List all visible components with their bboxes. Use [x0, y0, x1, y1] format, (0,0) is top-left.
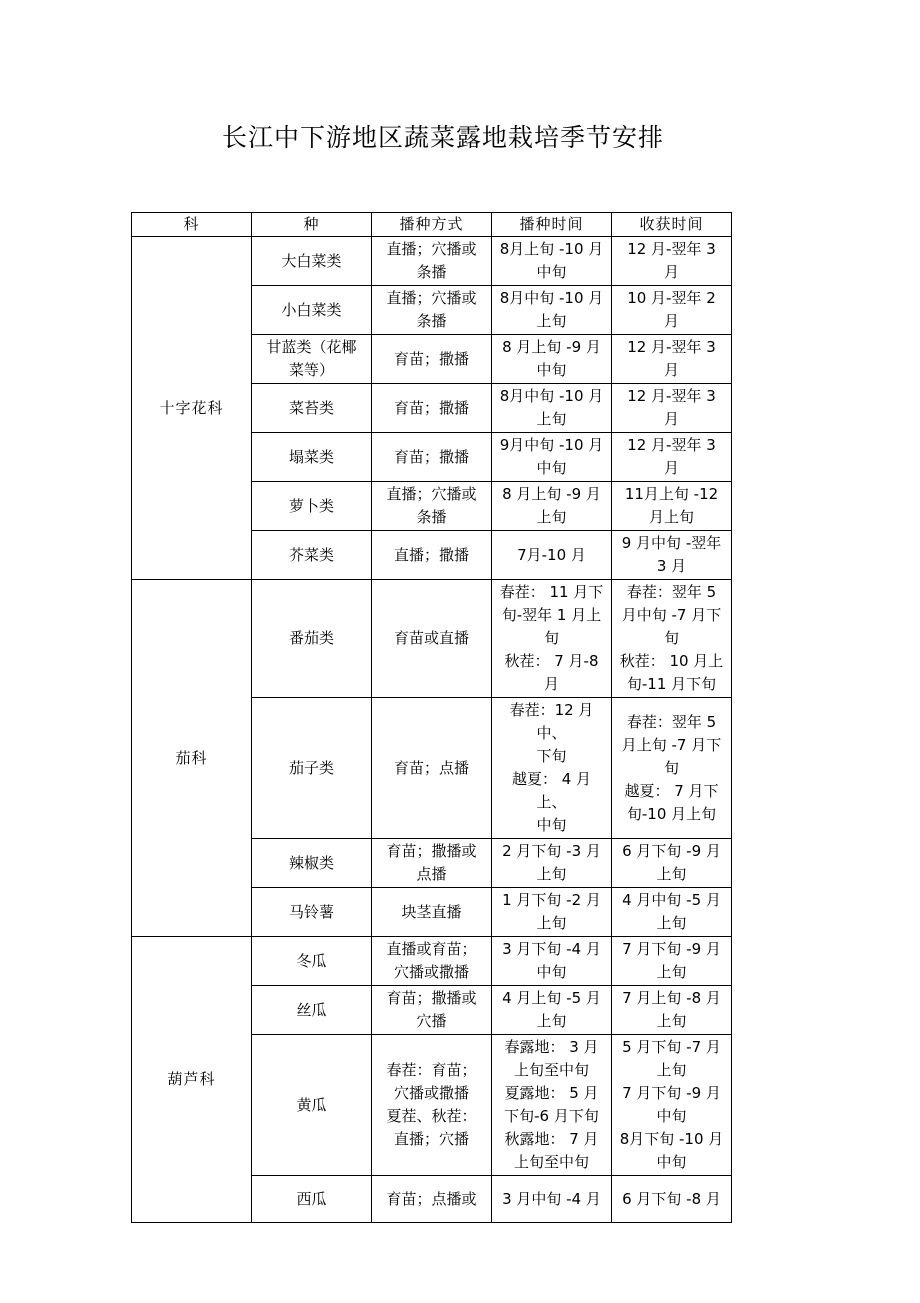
cell-line: 育苗或直播	[393, 629, 469, 647]
cell-line: 块茎直播	[401, 902, 462, 921]
cell-line: 菜等）	[288, 361, 334, 379]
method-cell	[372, 286, 492, 335]
cell-line: 直播或育苗；	[386, 940, 477, 958]
cell-line: 育苗；撒播	[393, 349, 469, 368]
cell-line: 7 月下旬 -9 月	[622, 940, 721, 958]
cell-line: 1 月下旬 -2 月	[502, 891, 601, 909]
method-cell	[372, 531, 492, 580]
cell-line: 8 月上旬 -9 月	[502, 485, 601, 503]
species-cell	[252, 1035, 372, 1176]
cell-line: 5 月下旬 -7 月	[622, 1038, 721, 1056]
cell-line: 12 月-翌年 3	[627, 387, 716, 405]
cell-line: 上旬	[656, 963, 687, 981]
species-cell	[252, 286, 372, 335]
sow-time-cell	[492, 1035, 612, 1176]
cell-line: 7 月上旬 -8 月	[622, 989, 721, 1007]
cell-line: 辣椒类	[288, 853, 334, 872]
cell-line: 条播	[416, 312, 447, 330]
cell-line: 下旬-6 月下旬	[504, 1107, 599, 1125]
method-cell	[372, 888, 492, 937]
cell-line: 旬	[663, 758, 679, 777]
cell-line: 穴播或撒播	[393, 1084, 469, 1102]
cell-line: 8月中旬 -10 月	[499, 387, 604, 405]
cell-line: 旬	[543, 629, 559, 647]
cell-line: 菜苔类	[288, 398, 334, 417]
cell-line: 夏茬、秋茬：	[386, 1107, 477, 1125]
family-cell: 茄科	[132, 580, 252, 937]
cell-line: 旬-翌年 1 月上	[501, 606, 602, 624]
cell-line: 月	[663, 312, 679, 330]
cell-line: 旬	[663, 629, 679, 647]
species-cell	[252, 986, 372, 1035]
family-cell: 葫芦科	[132, 937, 252, 1223]
cell-line: 旬-11 月下旬	[626, 675, 717, 693]
cell-line: 上旬	[536, 914, 567, 932]
sow-time-cell	[492, 986, 612, 1035]
cell-line: 上旬	[656, 1061, 687, 1079]
cell-line: 12 月-翌年 3	[627, 436, 716, 454]
cell-line: 春茬：翌年 5	[626, 583, 717, 601]
method-cell	[372, 580, 492, 698]
sow-time-cell	[492, 335, 612, 384]
cell-line: 秋露地： 7 月	[504, 1130, 599, 1148]
cell-line: 中旬	[536, 263, 567, 281]
species-cell	[252, 531, 372, 580]
cell-line: 月	[663, 459, 679, 477]
sow-time-cell	[492, 937, 612, 986]
cell-line: 芥菜类	[288, 545, 334, 564]
cell-line: 直播；穴播或	[386, 485, 477, 503]
species-cell	[252, 937, 372, 986]
cell-line: 7月-10 月	[517, 545, 586, 564]
cell-line: 上旬至中旬	[513, 1061, 589, 1079]
cell-line: 春茬：翌年 5	[626, 712, 717, 731]
cell-line: 中旬	[656, 1107, 687, 1125]
cell-line: 3 月中旬 -4 月	[502, 1189, 601, 1208]
method-cell	[372, 384, 492, 433]
cell-line: 中旬	[536, 963, 567, 981]
header-row	[132, 213, 732, 237]
species-cell	[252, 698, 372, 839]
cell-line: 月上旬 -7 月下	[621, 735, 722, 754]
cell-line: 下旬	[536, 747, 567, 765]
harvest-time-cell	[612, 531, 732, 580]
table-row	[132, 237, 732, 286]
method-cell	[372, 698, 492, 839]
cell-line: 番茄类	[288, 629, 334, 647]
cell-line: 月中旬 -7 月下	[621, 606, 722, 624]
cell-line: 大白菜类	[281, 251, 342, 270]
cell-line: 上旬	[536, 1012, 567, 1030]
cell-line: 月	[663, 263, 679, 281]
cell-line: 黄瓜	[296, 1095, 327, 1114]
cell-line: 2 月下旬 -3 月	[502, 842, 601, 860]
cell-line: 7 月下旬 -9 月	[622, 1084, 721, 1102]
species-cell	[252, 1176, 372, 1223]
cell-line: 直播；穴播或	[386, 240, 477, 258]
species-cell	[252, 839, 372, 888]
cell-line: 丝瓜	[296, 1000, 327, 1019]
cell-line: 茄子类	[288, 758, 334, 777]
sow-time-cell	[492, 1176, 612, 1223]
harvest-time-cell	[612, 839, 732, 888]
cell-line: 中旬	[656, 1153, 687, 1171]
method-cell	[372, 839, 492, 888]
cell-line: 春茬：12 月中、	[509, 701, 594, 742]
cell-line: 8月上旬 -10 月	[499, 240, 604, 258]
cell-line: 育苗；撒播	[393, 398, 469, 417]
sow-time-cell	[492, 888, 612, 937]
cell-line: 月上旬	[648, 508, 694, 526]
species-cell	[252, 237, 372, 286]
cell-line: 上旬	[536, 312, 567, 330]
cell-line: 小白菜类	[281, 300, 342, 319]
cell-line: 直播；穴播	[393, 1130, 469, 1148]
cell-line: 12 月-翌年 3	[627, 240, 716, 258]
sow-time-cell	[492, 580, 612, 698]
header-species: 种	[252, 213, 372, 237]
cell-line: 上旬	[656, 1012, 687, 1030]
sow-time-cell	[492, 839, 612, 888]
cell-line: 条播	[416, 508, 447, 526]
cell-line: 塌菜类	[288, 447, 334, 466]
harvest-time-cell	[612, 1176, 732, 1223]
cell-line: 春茬： 11 月下	[499, 583, 604, 601]
species-cell	[252, 888, 372, 937]
cell-line: 8月下旬 -10 月	[619, 1130, 724, 1148]
header-sow-time: 播种时间	[492, 213, 612, 237]
method-cell	[372, 986, 492, 1035]
cell-line: 9月中旬 -10 月	[499, 436, 604, 454]
cell-line: 上旬	[536, 508, 567, 526]
harvest-time-cell	[612, 937, 732, 986]
sow-time-cell	[492, 433, 612, 482]
header-harvest-time: 收获时间	[612, 213, 732, 237]
sow-time-cell	[492, 237, 612, 286]
harvest-time-cell	[612, 482, 732, 531]
sow-time-cell	[492, 698, 612, 839]
cell-line: 4 月中旬 -5 月	[622, 891, 721, 909]
table-body	[132, 237, 732, 1223]
cell-line: 甘蓝类（花椰	[266, 338, 357, 356]
harvest-time-cell	[612, 384, 732, 433]
cell-line: 上旬	[656, 914, 687, 932]
cell-line: 6 月下旬 -9 月	[622, 842, 721, 860]
cell-line: 4 月上旬 -5 月	[502, 989, 601, 1007]
species-cell	[252, 433, 372, 482]
cell-line: 月	[663, 361, 679, 379]
cell-line: 9 月中旬 -翌年	[621, 534, 722, 552]
cell-line: 秋茬： 7 月-8	[504, 652, 599, 670]
species-cell	[252, 482, 372, 531]
cell-line: 西瓜	[296, 1189, 327, 1208]
cell-line: 月	[663, 410, 679, 428]
harvest-time-cell	[612, 335, 732, 384]
cell-line: 6 月下旬 -8 月	[622, 1189, 721, 1208]
sow-time-cell	[492, 482, 612, 531]
cell-line: 萝卜类	[288, 496, 334, 515]
cell-line: 育苗；撒播或	[386, 842, 477, 860]
harvest-time-cell	[612, 286, 732, 335]
species-cell	[252, 384, 372, 433]
method-cell	[372, 1035, 492, 1176]
table-row	[132, 580, 732, 698]
cell-line: 3 月	[656, 557, 687, 575]
harvest-time-cell	[612, 580, 732, 698]
cell-line: 上旬至中旬	[513, 1153, 589, 1171]
cell-line: 夏露地： 5 月	[504, 1084, 599, 1102]
cell-line: 10 月-翌年 2	[627, 289, 716, 307]
species-cell	[252, 580, 372, 698]
cell-line: 穴播或撒播	[393, 963, 469, 981]
cell-line: 上旬	[536, 410, 567, 428]
cell-line: 秋茬： 10 月上	[619, 652, 724, 670]
cell-line: 点播	[416, 865, 447, 883]
table-row	[132, 937, 732, 986]
cell-line: 穴播	[416, 1012, 447, 1030]
cell-line: 11月上旬 -12	[624, 485, 719, 503]
header-family: 科	[132, 213, 252, 237]
cell-line: 条播	[416, 263, 447, 281]
cell-line: 中旬	[536, 361, 567, 379]
cell-line: 上旬	[536, 865, 567, 883]
method-cell	[372, 1176, 492, 1223]
sow-time-cell	[492, 531, 612, 580]
harvest-time-cell	[612, 986, 732, 1035]
method-cell	[372, 335, 492, 384]
cell-line: 中旬	[536, 459, 567, 477]
family-cell: 十字花科	[132, 237, 252, 580]
cell-line: 育苗；撒播	[393, 447, 469, 466]
page-title: 长江中下游地区蔬菜露地栽培季节安排	[221, 123, 664, 152]
method-cell	[372, 482, 492, 531]
species-cell	[252, 335, 372, 384]
method-cell	[372, 433, 492, 482]
harvest-time-cell	[612, 433, 732, 482]
sow-time-cell	[492, 286, 612, 335]
cell-line: 马铃薯	[288, 902, 334, 921]
harvest-time-cell	[612, 698, 732, 839]
cell-line: 育苗；点播或	[386, 1189, 477, 1208]
cell-line: 越夏： 7 月下	[624, 781, 719, 800]
harvest-time-cell	[612, 888, 732, 937]
cell-line: 12 月-翌年 3	[627, 338, 716, 356]
harvest-time-cell	[612, 237, 732, 286]
sow-time-cell	[492, 384, 612, 433]
cell-line: 直播；撒播	[393, 545, 469, 564]
cell-line: 越夏： 4 月上、	[511, 770, 592, 811]
cell-line: 3 月下旬 -4 月	[502, 940, 601, 958]
method-cell	[372, 237, 492, 286]
cell-line: 育苗；撒播或	[386, 989, 477, 1007]
cell-line: 8月中旬 -10 月	[499, 289, 604, 307]
cell-line: 上旬	[656, 865, 687, 883]
cell-line: 春露地： 3 月	[504, 1038, 599, 1056]
header-method: 播种方式	[372, 213, 492, 237]
cell-line: 中旬	[536, 816, 567, 834]
method-cell	[372, 937, 492, 986]
cell-line: 8 月上旬 -9 月	[502, 338, 601, 356]
cell-line: 育苗；点播	[393, 758, 469, 777]
cell-line: 月	[543, 675, 559, 693]
schedule-table	[131, 212, 732, 1223]
harvest-time-cell	[612, 1035, 732, 1176]
cell-line: 春茬：育苗；	[386, 1061, 477, 1079]
cell-line: 直播；穴播或	[386, 289, 477, 307]
cell-line: 旬-10 月上旬	[626, 804, 717, 823]
cell-line: 冬瓜	[296, 951, 327, 970]
